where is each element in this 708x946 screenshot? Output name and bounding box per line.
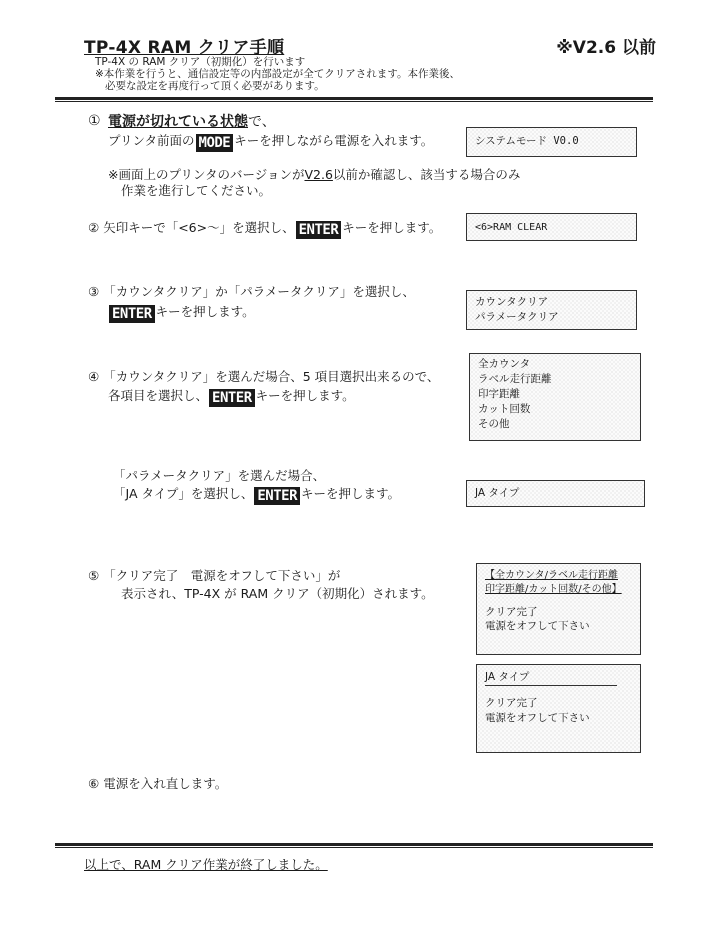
step3-number: ③ xyxy=(88,284,100,299)
step4-param-lcd xyxy=(466,480,645,507)
lcd-line: 印字距離 xyxy=(478,388,520,400)
step4-text-b: 各項目を選択し、 xyxy=(108,388,209,403)
step1-note-c: 作業を進行してください。 xyxy=(121,183,272,198)
intro-line-3: 必要な設定を再度行って頂く必要があります。 xyxy=(105,80,325,92)
step6-text: 電源を入れ直します。 xyxy=(103,776,228,791)
step3-lcd xyxy=(466,290,637,330)
lcd-line xyxy=(485,597,632,605)
lcd-line: 全カウンタ xyxy=(478,358,531,370)
step6-number: ⑥ xyxy=(88,776,100,791)
lcd-line-underlined xyxy=(485,670,617,686)
step5-text-b: 表示され、TP-4X が RAM クリア（初期化）されます。 xyxy=(121,586,434,601)
step4-text-a: 「カウンタクリア」を選んだ場合、5 項目選択出来るので、 xyxy=(103,369,440,384)
step2-text-a: 矢印キーで「<6>〜」を選択し、 xyxy=(103,220,295,235)
lcd-line: ラベル走行距離 xyxy=(478,373,552,385)
step4-param-b: 「JA タイプ」を選択し、 xyxy=(113,486,254,501)
lcd-line: 印字距離/カット回数/その他】 xyxy=(485,584,622,595)
step1-number: ① xyxy=(88,113,101,129)
step3-text-a: 「カウンタクリア」か「パラメータクリア」を選択し、 xyxy=(103,284,415,299)
enter-key: ENTER xyxy=(209,389,255,407)
lcd-line: パラメータクリア xyxy=(475,311,559,323)
lcd-line: 電源をオフして下さい xyxy=(485,712,590,724)
enter-key: ENTER xyxy=(109,305,155,323)
lcd-line xyxy=(485,686,632,696)
step4-row-2 xyxy=(108,388,355,407)
step3-row-2 xyxy=(108,304,255,323)
lcd-line: カット回数 xyxy=(478,403,531,415)
step2-text-b: キーを押します。 xyxy=(342,220,442,235)
footer-text: 以上で、RAM クリア作業が終了しました。 xyxy=(84,857,328,872)
lcd-line: その他 xyxy=(478,418,510,430)
lcd-line: JA タイプ xyxy=(475,487,520,499)
step2-number: ② xyxy=(88,220,100,235)
enter-key: ENTER xyxy=(254,487,300,505)
step4-row-1 xyxy=(88,369,439,385)
step1-heading-suffix: で、 xyxy=(248,114,276,130)
mode-key: MODE xyxy=(196,134,234,152)
step6-row xyxy=(88,776,227,792)
lcd-line: カウンタクリア xyxy=(475,296,549,308)
step3-text-b: キーを押します。 xyxy=(155,304,255,319)
step1-note-b: 以前か確認し、該当する場合のみ xyxy=(332,167,521,182)
version-label: ※V2.6 以前 xyxy=(556,38,656,58)
step1-lcd xyxy=(466,127,637,157)
step4-lcd xyxy=(469,353,641,441)
step1-text-a: プリンタ前面の xyxy=(108,133,195,148)
step3-row-1 xyxy=(88,284,415,300)
step5-row-1 xyxy=(88,568,340,584)
lcd-line: クリア完了 xyxy=(485,697,538,709)
step1-instruction xyxy=(108,133,433,152)
step4-text-c: キーを押します。 xyxy=(255,388,355,403)
lcd-line: 【全カウンタ/ラベル走行距離 xyxy=(485,570,618,581)
step1-heading-row xyxy=(108,111,276,131)
step1-note-version: V2.6 xyxy=(304,167,333,182)
step4-param-a: 「パラメータクリア」を選んだ場合、 xyxy=(113,468,326,483)
step2-row xyxy=(88,220,441,239)
header-divider xyxy=(55,97,653,102)
lcd-line: 電源をオフして下さい xyxy=(485,620,590,632)
lcd-line: <6>RAM CLEAR xyxy=(475,222,548,233)
enter-key: ENTER xyxy=(296,221,342,239)
step4-number: ④ xyxy=(88,369,100,384)
intro-line-1: TP-4X の RAM クリア（初期化）を行います xyxy=(95,56,306,68)
step1-note xyxy=(108,167,520,183)
step1-note-a: ※画面上のプリンタのバージョンが xyxy=(108,167,305,182)
footer-divider xyxy=(55,843,653,848)
step4-param-row xyxy=(113,486,400,505)
step5-text-a: 「クリア完了 電源をオフして下さい」が xyxy=(103,568,341,583)
step1-text-b: キーを押しながら電源を入れます。 xyxy=(234,133,434,148)
step5-number: ⑤ xyxy=(88,568,100,583)
lcd-line: システムモード V0.0 xyxy=(475,135,579,147)
lcd-line: クリア完了 xyxy=(485,606,538,618)
page-title: TP-4X RAM クリア手順 xyxy=(84,38,285,58)
intro-line-2: ※本作業を行うと、通信設定等の内部設定が全てクリアされます。本作業後、 xyxy=(95,68,460,80)
step2-lcd xyxy=(466,213,637,241)
step5-lcd-1 xyxy=(476,563,641,655)
step1-heading: 電源が切れている状態 xyxy=(108,114,248,130)
lcd-line: JA タイプ xyxy=(485,671,530,683)
step5-lcd-2 xyxy=(476,664,641,753)
step4-param-c: キーを押します。 xyxy=(301,486,401,501)
